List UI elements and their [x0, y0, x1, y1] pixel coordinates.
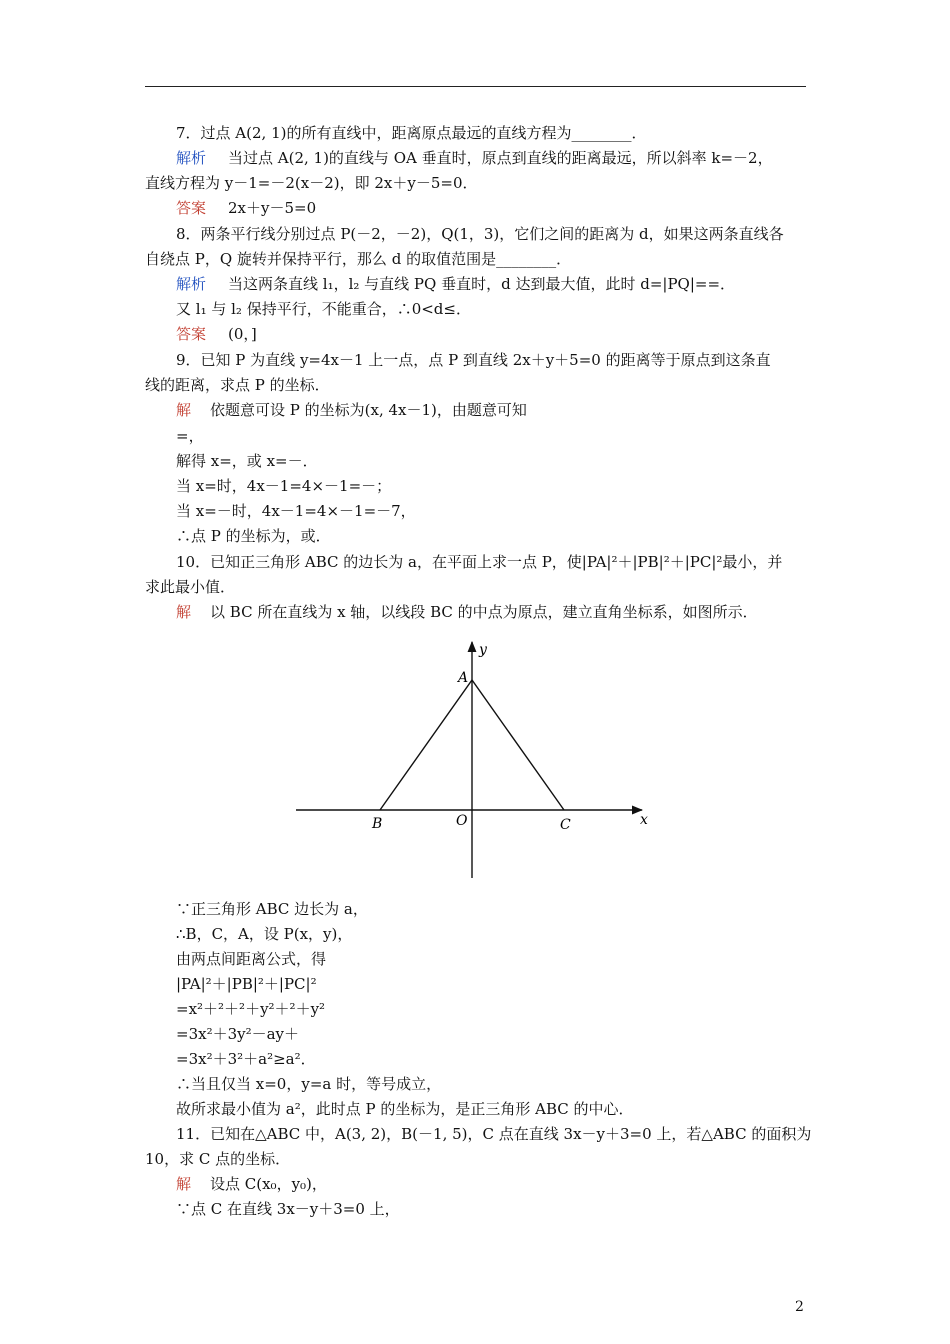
problem-10-analysis-line4: |PA|²＋|PB|²＋|PC|² — [176, 975, 317, 993]
vertex-b-label: B — [372, 816, 383, 832]
problem-8-solution-label: 解析 — [176, 275, 207, 293]
problem-10-analysis-line8: ∴当且仅当 x=0，y=a 时，等号成立， — [176, 1075, 442, 1093]
problem-9-solution-line1: 依题意可设 P 的坐标为(x, 4x－1)，由题意可知 — [210, 401, 527, 419]
problem-11-question-line1: 11．已知在△ABC 中，A(3, 2)，B(－1, 5)，C 点在直线 3x－y＋3=0 上，若△ABC 的面积为 — [176, 1125, 812, 1143]
problem-10-analysis-line1: ∵正三角形 ABC 边长为 a， — [176, 900, 368, 918]
problem-7-answer-label: 答案 — [176, 199, 207, 217]
problem-8-solution-line1: 当这两条直线 l₁，l₂ 与直线 PQ 垂直时，d 达到最大值，此时 d=|PQ|==． — [228, 275, 736, 293]
problem-10-analysis-line7: =3x²＋3²＋a²≥a²． — [176, 1050, 316, 1068]
problem-7-question: 7．过点 A(2, 1)的所有直线中，距离原点最远的直线方程为________． — [176, 124, 647, 142]
problem-11-question-line2: 10，求 C 点的坐标． — [145, 1150, 291, 1168]
problem-7-solution-line1: 当过点 A(2, 1)的直线与 OA 垂直时，原点到直线的距离最远，所以斜率 k=－2， — [228, 149, 773, 167]
problem-10-analysis-line9: 故所求最小值为 a²，此时点 P 的坐标为，是正三角形 ABC 的中心． — [176, 1100, 634, 1118]
problem-9-solution-line2: =， — [176, 427, 204, 445]
problem-10-question-line1: 10．已知正三角形 ABC 的边长为 a，在平面上求一点 P，使|PA|²＋|PB|²＋|PC|²最小，并 — [176, 553, 783, 571]
problem-9-solution-line4: 当 x=时，4x－1=4×－1=－； — [176, 477, 392, 495]
vertex-a-label: A — [458, 670, 469, 686]
problem-8-question-line2: 自绕点 P，Q 旋转并保持平行，那么 d 的取值范围是________． — [145, 250, 572, 268]
problem-9-solution-label: 解 — [176, 401, 192, 419]
problem-8-question-line1: 8．两条平行线分别过点 P(－2，－2)，Q(1，3)，它们之间的距离为 d，如果这两条直线各 — [176, 225, 784, 243]
problem-9-question-line2: 线的距离，求点 P 的坐标． — [145, 376, 330, 394]
problem-8-answer: (0，] — [228, 325, 257, 343]
problem-9-solution-line5: 当 x=－时，4x－1=4×－1=－7， — [176, 502, 416, 520]
header-rule — [145, 86, 806, 87]
problem-10-question-line2: 求此最小值． — [145, 578, 236, 596]
problem-10-analysis-line6: =3x²＋3y²－ay＋ — [176, 1025, 300, 1043]
triangle-figure — [290, 636, 660, 882]
problem-8-solution-line2: 又 l₁ 与 l₂ 保持平行，不能重合，∴0<d≤． — [176, 300, 471, 318]
problem-10-analysis-line5: =x²＋²＋²＋y²＋²＋y² — [176, 1000, 326, 1018]
problem-9-solution-line6: ∴点 P 的坐标为，或． — [176, 527, 331, 545]
problem-9-solution-line3: 解得 x=，或 x=－． — [176, 452, 318, 470]
y-axis-label: y — [479, 642, 487, 658]
page-number: 2 — [795, 1299, 804, 1315]
problem-11-solution-label: 解 — [176, 1175, 192, 1193]
problem-7-answer: 2x＋y－5=0 — [228, 199, 317, 217]
vertex-c-label: C — [560, 817, 571, 833]
problem-10-analysis-line2: ∴B，C，A，设 P(x，y)， — [176, 925, 353, 943]
origin-label: O — [456, 813, 468, 829]
problem-7-solution-line2: 直线方程为 y－1=－2(x－2)，即 2x＋y－5=0． — [145, 174, 478, 192]
problem-10-solution-line1: 以 BC 所在直线为 x 轴，以线段 BC 的中点为原点，建立直角坐标系，如图所示． — [210, 603, 758, 621]
problem-10-analysis-line3: 由两点间距离公式，得 — [176, 950, 327, 968]
x-axis-label: x — [640, 812, 648, 828]
problem-11-solution-line1: 设点 C(x₀，y₀)， — [210, 1175, 327, 1193]
problem-9-question-line1: 9．已知 P 为直线 y=4x－1 上一点，点 P 到直线 2x＋y＋5=0 的距离等于原点到这条直 — [176, 351, 771, 369]
problem-7-solution-label: 解析 — [176, 149, 207, 167]
problem-8-answer-label: 答案 — [176, 325, 207, 343]
problem-11-solution-line2: ∵点 C 在直线 3x－y＋3=0 上， — [176, 1200, 400, 1218]
problem-10-solution-label: 解 — [176, 603, 192, 621]
